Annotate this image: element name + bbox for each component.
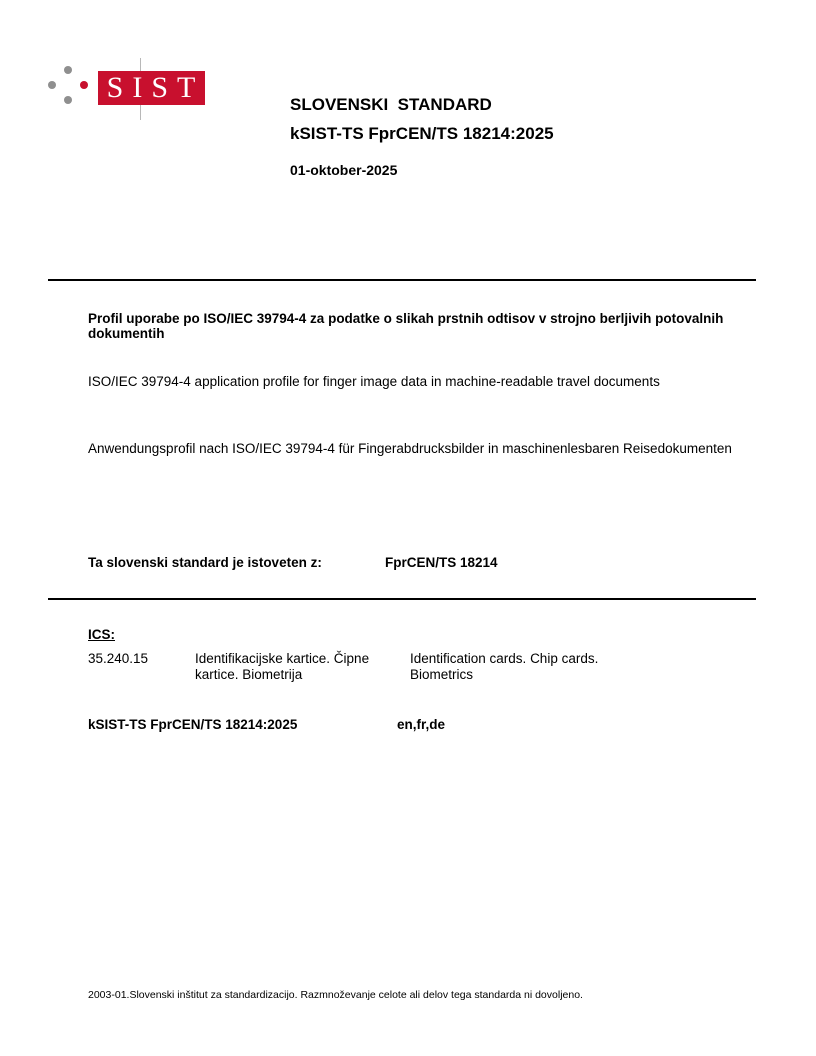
title-german: Anwendungsprofil nach ISO/IEC 39794-4 für Fingerabdrucksbilder in maschinenlesbaren Reisedokumenten [88,441,732,456]
divider-bottom [48,598,756,600]
ics-description-en: Identification cards. Chip cards. Biometrics [410,651,599,682]
divider-top [48,279,756,281]
logo-dots [48,66,88,110]
title-english: ISO/IEC 39794-4 application profile for finger image data in machine-readable travel documents [88,374,660,389]
logo-dot [80,81,88,89]
logo-dot [48,81,56,89]
identical-value: FprCEN/TS 18214 [385,555,498,570]
standard-code: kSIST-TS FprCEN/TS 18214:2025 [290,124,554,143]
copyright-footer: 2003-01.Slovenski inštitut za standardizacijo. Razmnoževanje celote ali delov tega standarda ni dovoljeno. [88,989,583,1001]
ics-code: 35.240.15 [88,651,149,666]
ics-heading: ICS: [88,627,115,642]
standard-type-title: SLOVENSKI STANDARD [290,95,492,114]
document-code: kSIST-TS FprCEN/TS 18214:2025 [88,717,298,732]
identical-label: Ta slovenski standard je istoveten z: [88,555,322,570]
sist-logo: SIST [98,71,205,105]
standard-date: 01-oktober-2025 [290,162,398,178]
logo-dot [64,66,72,74]
ics-description-sl: Identifikacijske kartice. Čipne kartice. Biometrija [195,651,370,682]
logo-dot [64,96,72,104]
title-slovenian: Profil uporabe po ISO/IEC 39794-4 za podatke o slikah prstnih odtisov v strojno berljivih potovalnih dokumentih [88,311,724,341]
document-languages: en,fr,de [397,717,446,732]
